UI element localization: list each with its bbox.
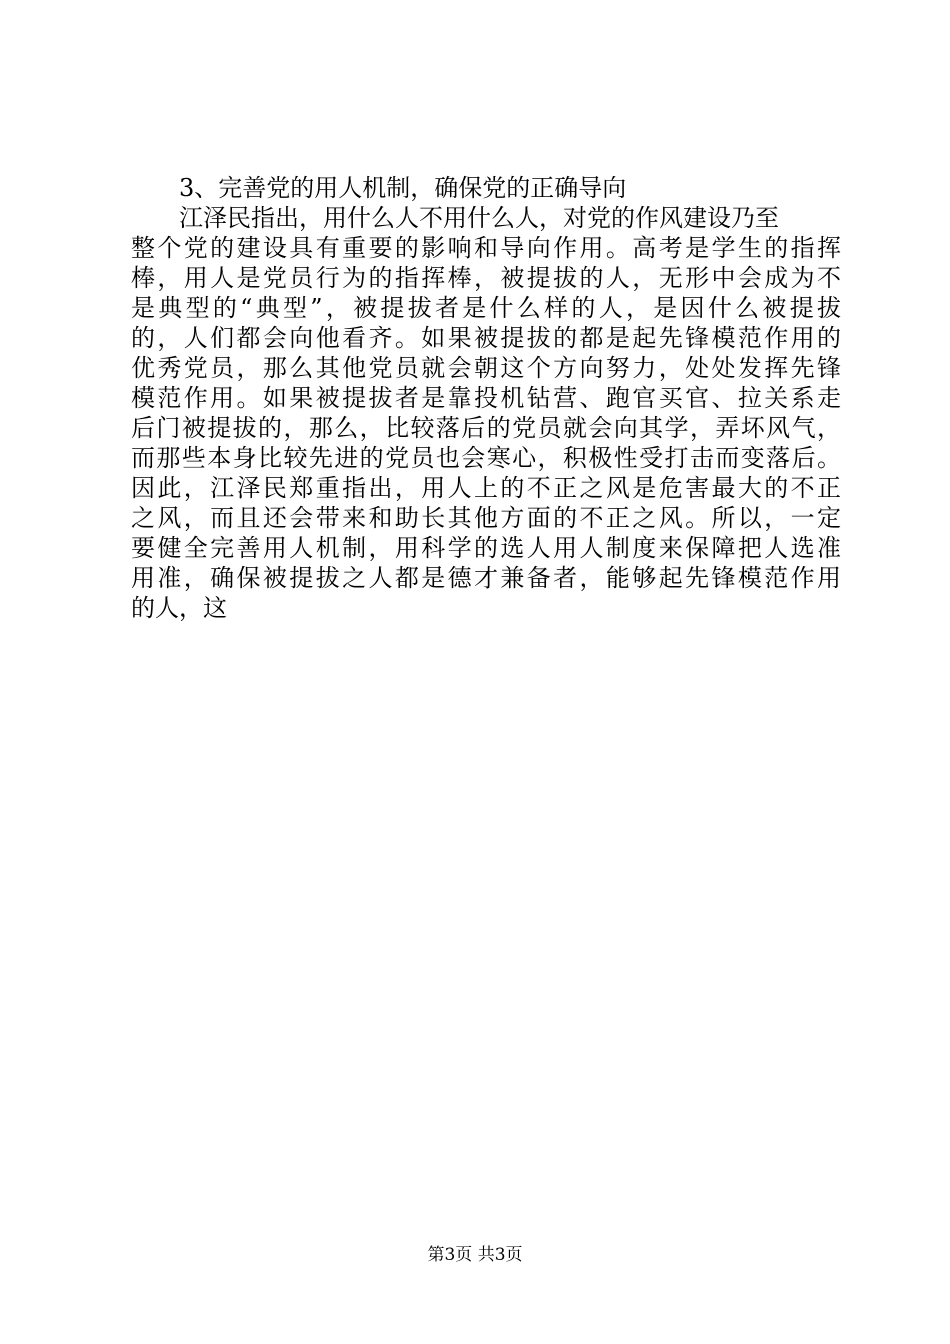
paragraph-line: 用准，确保被提拔之人都是德才兼备者，能够起先锋模范作用 xyxy=(131,564,841,592)
paragraph-line: 因此，江泽民郑重指出，用人上的不正之风是危害最大的不正 xyxy=(131,474,841,502)
paragraph-line: 整个党的建设具有重要的影响和导向作用。高考是学生的指挥 xyxy=(131,234,841,262)
paragraph-line: 的人，这 xyxy=(131,594,227,622)
page-number: 第3页 共3页 xyxy=(427,1245,523,1265)
paragraph-line: 棒，用人是党员行为的指挥棒，被提拔的人，无形中会成为不 xyxy=(131,264,841,292)
paragraph-line: 的，人们都会向他看齐。如果被提拔的都是起先锋模范作用的 xyxy=(131,324,841,352)
paragraph-line: 之风，而且还会带来和助长其他方面的不正之风。所以，一定 xyxy=(131,504,841,532)
page-footer xyxy=(0,1244,950,1266)
paragraph-line: 优秀党员，那么其他党员就会朝这个方向努力，处处发挥先锋 xyxy=(131,354,841,382)
paragraph-line: 后门被提拔的，那么，比较落后的党员就会向其学，弄坏风气， xyxy=(131,414,841,442)
paragraph-line: 模范作用。如果被提拔者是靠投机钻营、跑官买官、拉关系走 xyxy=(131,384,841,412)
section-heading: 3、完善党的用人机制，确保党的正确导向 xyxy=(179,174,627,202)
body-text xyxy=(131,173,841,623)
paragraph-line: 而那些本身比较先进的党员也会寒心，积极性受打击而变落后。 xyxy=(131,444,841,472)
paragraph-line: 要健全完善用人机制，用科学的选人用人制度来保障把人选准 xyxy=(131,534,841,562)
paragraph-line: 江泽民指出，用什么人不用什么人，对党的作风建设乃至 xyxy=(179,204,779,232)
paragraph-line: 是典型的“典型”，被提拔者是什么样的人，是因什么被提拔 xyxy=(131,294,841,322)
